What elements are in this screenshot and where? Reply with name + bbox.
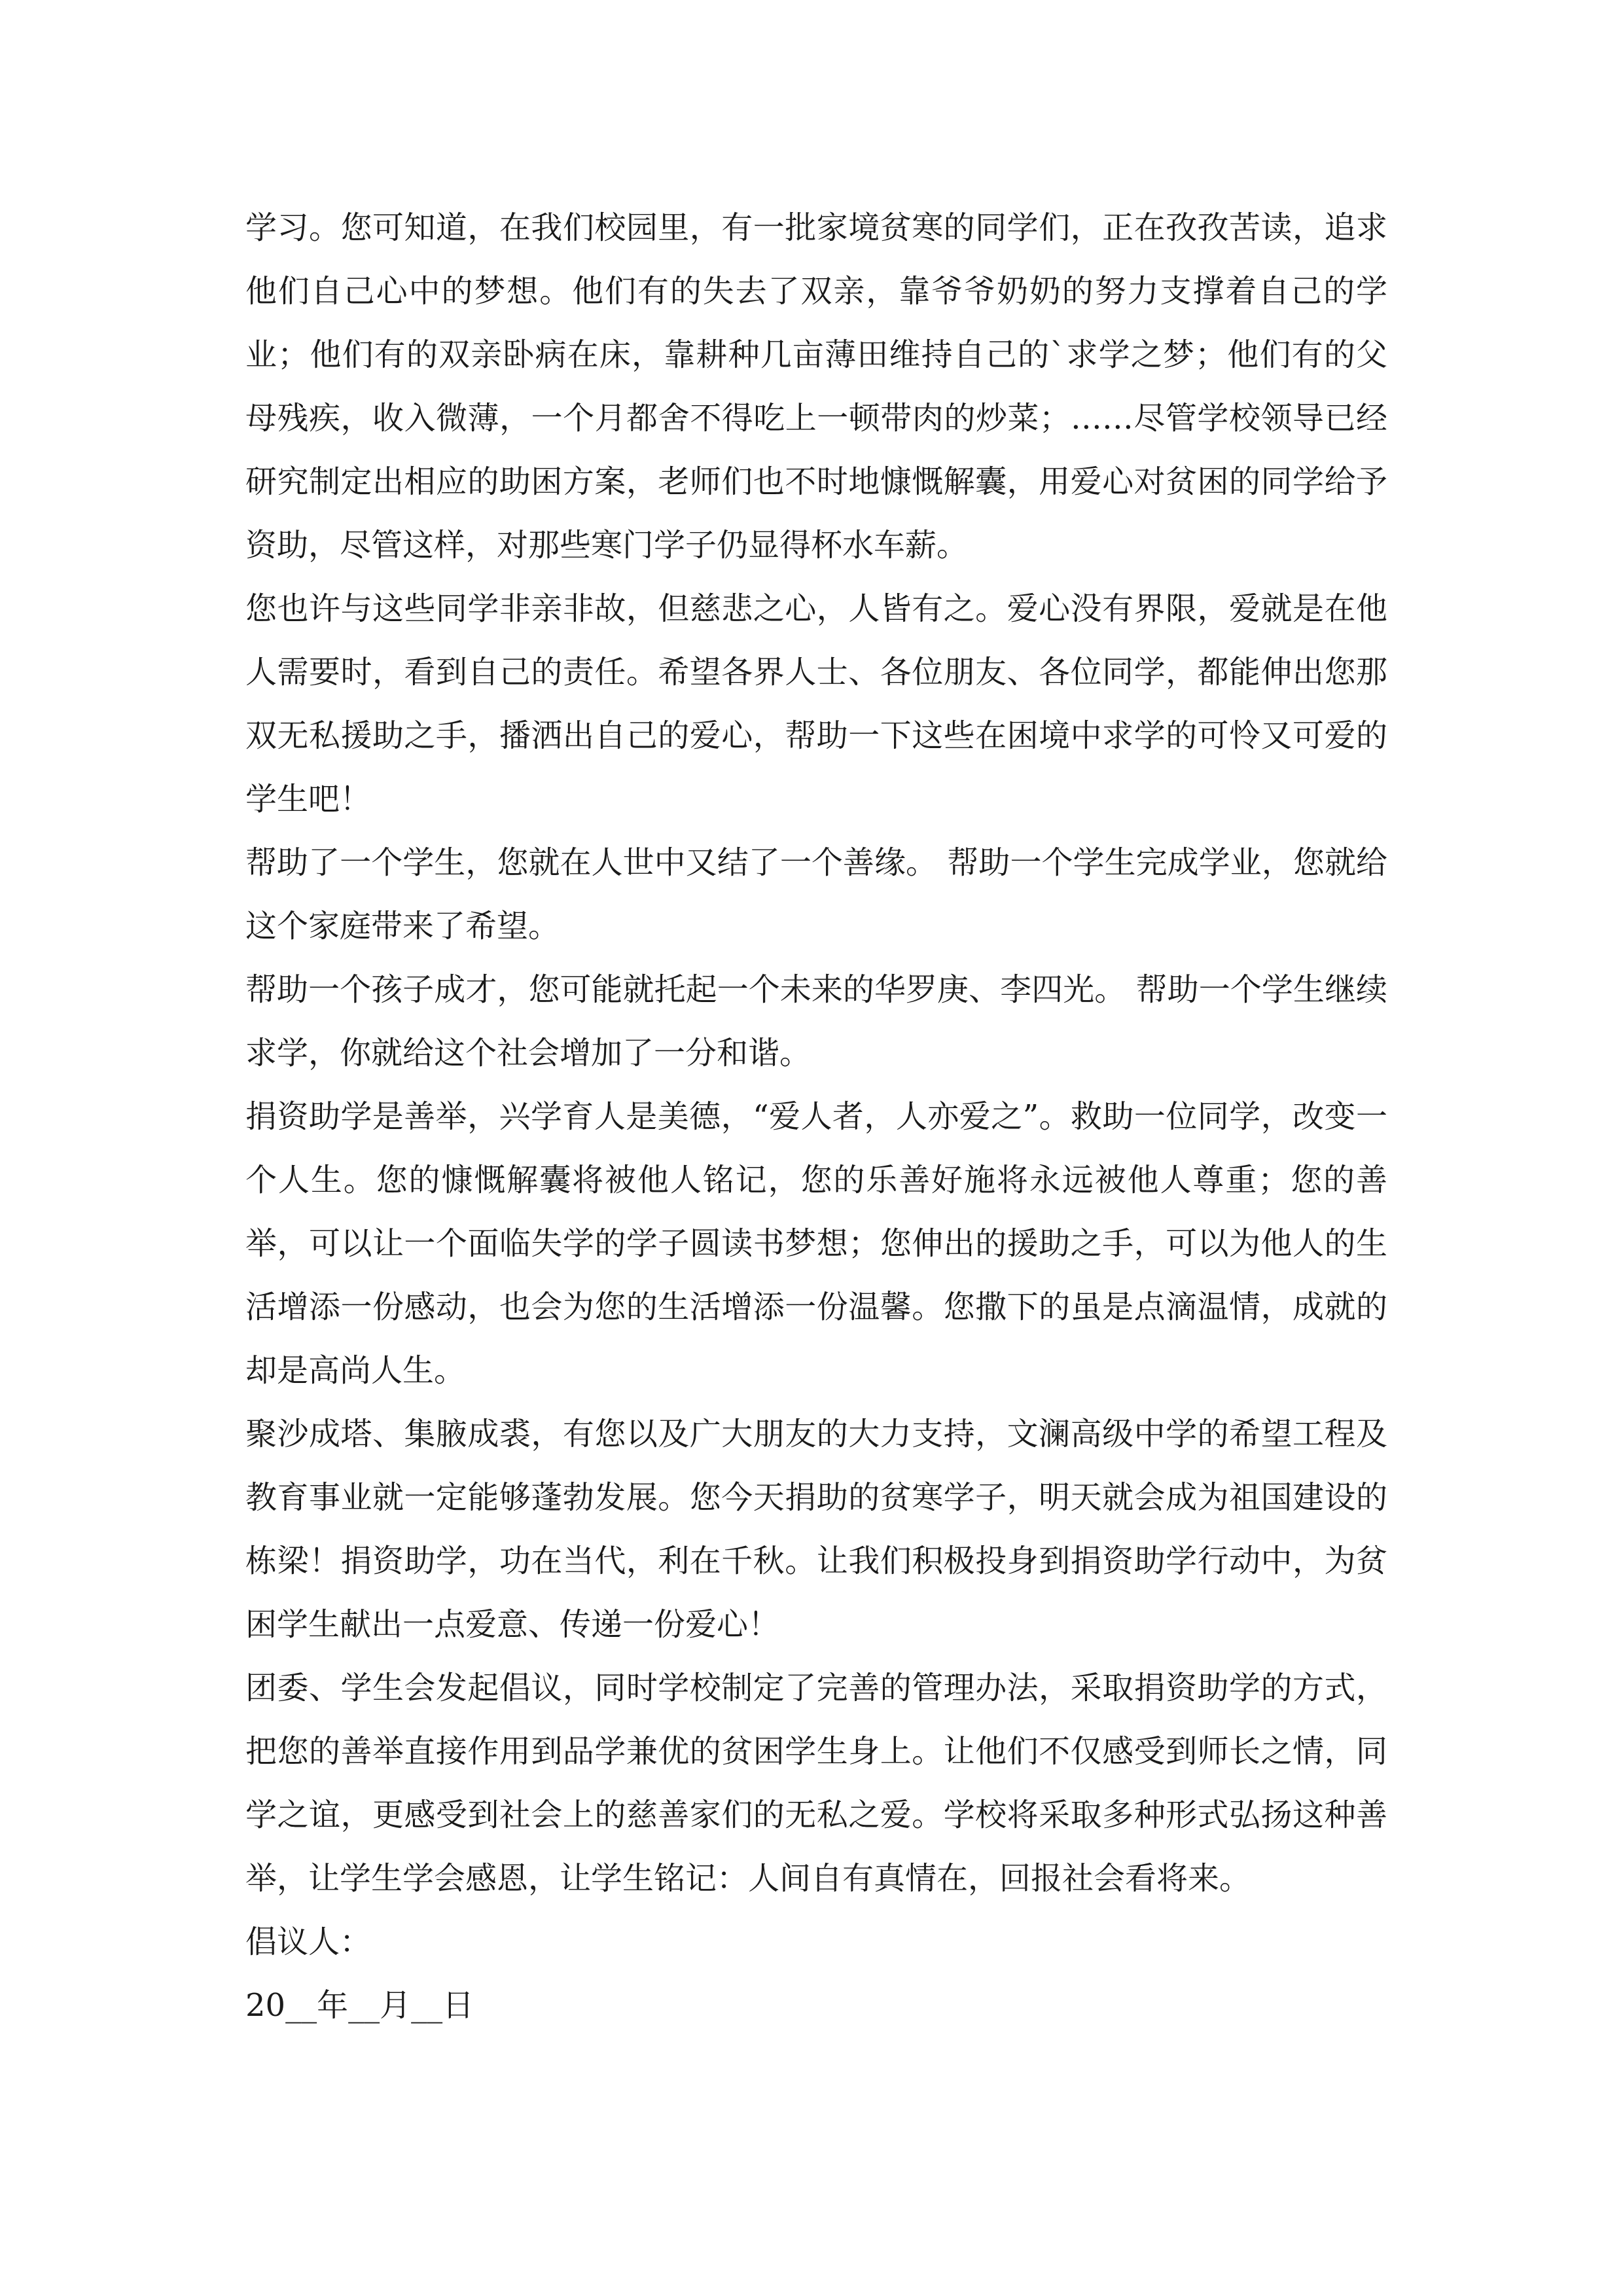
paragraph-intro: 学习。您可知道，在我们校园里，有一批家境贫寒的同学们，正在孜孜苦读，追求他们自己心中的梦想。他们有的失去了双亲，靠爷爷奶奶的努力支撑着自己的学业；他们有的双亲卧病在床，靠耕种几亩薄田维持自己的`求学之梦；他们有的父母残疾，收入微薄，一个月都舍不得吃上一顿带肉的炒菜；……尽管学校领导已经研究制定出相应的助困方案，老师们也不时地慷慨解囊，用爱心对贫困的同学给予资助，尽管这样，对那些寒门学子仍显得杯水车薪。 <box>245 209 1387 564</box>
paragraph-initiative: 团委、学生会发起倡议，同时学校制定了完善的管理办法，采取捐资助学的方式，把您的善举直接作用到品学兼优的贫困学生身上。让他们不仅感受到师长之情，同学之谊，更感受到社会上的慈善家们的无私之爱。学校将采取多种形式弘扬这种善举，让学生学会感恩，让学生铭记：人间自有真情在，回报社会看将来。 <box>245 1670 1387 1897</box>
paragraph-support: 聚沙成塔、集腋成裘，有您以及广大朋友的大力支持，文澜高级中学的希望工程及教育事业就一定能够蓬勃发展。您今天捐助的贫寒学子，明天就会成为祖国建设的栋梁！捐资助学，功在当代，利在千秋。让我们积极投身到捐资助学行动中，为贫困学生献出一点爱意、传递一份爱心！ <box>245 1416 1387 1643</box>
paragraph-virtue: 捐资助学是善举，兴学育人是美德，“爱人者，人亦爱之”。救助一位同学，改变一个人生。您的慷慨解囊将被他人铭记，您的乐善好施将永远被他人尊重；您的善举，可以让一个面临失学的学子圆读书梦想；您伸出的援助之手，可以为他人的生活增添一份感动，也会为您的生活增添一份温馨。您撒下的虽是点滴温情，成就的却是高尚人生。 <box>245 1098 1387 1389</box>
date-line: 20__年__月__日 <box>245 1987 474 2024</box>
signature-label: 倡议人： <box>245 1924 372 1960</box>
paragraph-help-student: 帮助了一个学生，您就在人世中又结了一个善缘。 帮助一个学生完成学业，您就给这个家庭带来了希望。 <box>245 844 1387 944</box>
paragraph-help-child: 帮助一个孩子成才，您可能就托起一个未来的华罗庚、李四光。 帮助一个学生继续求学，你就给这个社会增加了一分和谐。 <box>245 971 1387 1071</box>
paragraph-appeal: 您也许与这些同学非亲非故，但慈悲之心，人皆有之。爱心没有界限，爱就是在他人需要时，看到自己的责任。希望各界人士、各位朋友、各位同学，都能伸出您那双无私援助之手，播洒出自己的爱心，帮助一下这些在困境中求学的可怜又可爱的学生吧！ <box>245 590 1387 817</box>
document-body <box>245 196 1387 2037</box>
